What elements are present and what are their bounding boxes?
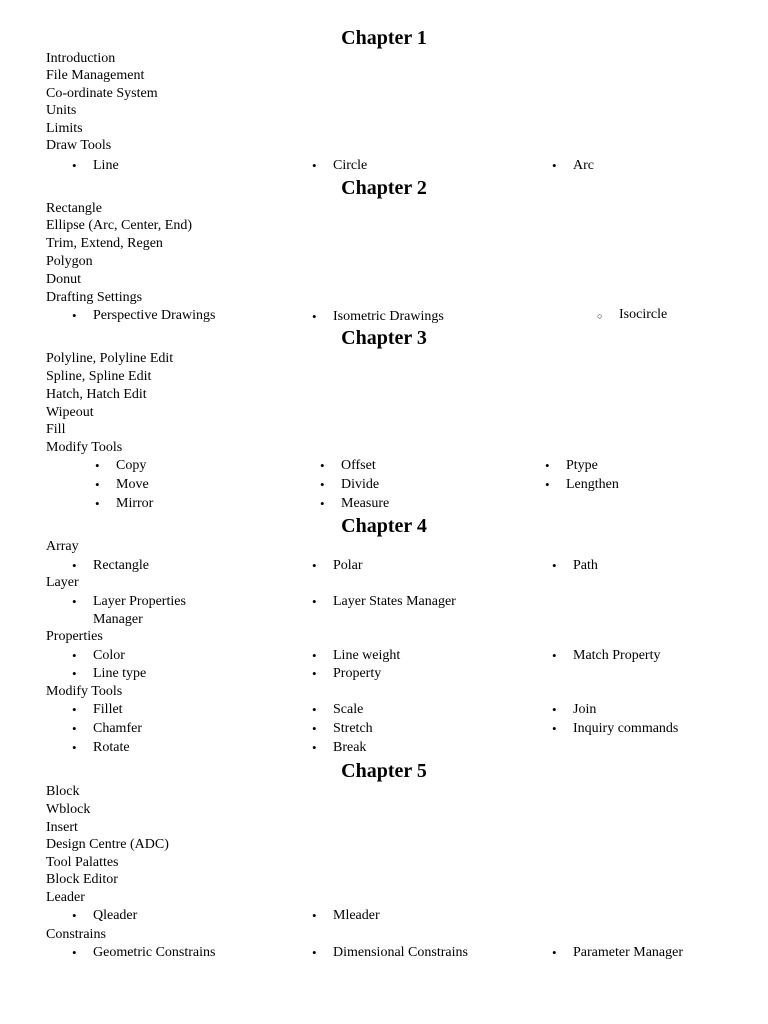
bullet-geometric-constrains: • Geometric Constrains (93, 944, 215, 962)
topic-trim-extend-regen: Trim, Extend, Regen (46, 236, 163, 251)
bullet-layer-properties: • Layer Properties (93, 593, 186, 611)
bullet-offset: • Offset (341, 457, 376, 475)
bullet-break: • Break (333, 739, 366, 757)
topic-design-centre: Design Centre (ADC) (46, 837, 169, 852)
bullet-fillet: • Fillet (93, 701, 123, 719)
bullet-join: • Join (573, 701, 596, 719)
topic-limits: Limits (46, 121, 83, 136)
topic-ellipse: Ellipse (Arc, Center, End) (46, 218, 193, 233)
sub-bullet-isocircle: ○ Isocircle (619, 306, 667, 324)
topic-polyline: Polyline, Polyline Edit (46, 351, 174, 366)
bullet-array-path: • Path (573, 557, 598, 575)
bullet-copy: • Copy (116, 457, 146, 475)
topic-rectangle: Rectangle (46, 201, 102, 216)
topic-block-editor: Block Editor (46, 872, 118, 887)
topic-drafting-settings: Drafting Settings (46, 290, 143, 305)
topic-leader: Leader (46, 890, 85, 905)
bullet-array-rectangle: • Rectangle (93, 557, 149, 575)
topic-coordinate-system: Co-ordinate System (46, 86, 158, 101)
topic-wblock: Wblock (46, 802, 91, 817)
bullet-layer-properties-cont: Manager (93, 612, 143, 627)
bullet-parameter-manager: • Parameter Manager (573, 944, 683, 962)
topic-units: Units (46, 103, 77, 118)
bullet-array-polar: • Polar (333, 557, 363, 575)
bullet-perspective-drawings: • Perspective Drawings (93, 307, 215, 325)
topic-block: Block (46, 784, 80, 799)
chapter-5-heading: Chapter 5 (341, 760, 427, 782)
bullet-measure: • Measure (341, 495, 389, 513)
chapter-1-heading: Chapter 1 (341, 27, 427, 49)
bullet-arc: • Arc (573, 157, 594, 175)
topic-modify-tools-2: Modify Tools (46, 684, 123, 699)
topic-polygon: Polygon (46, 254, 93, 269)
topic-array: Array (46, 539, 79, 554)
bullet-layer-states-manager: • Layer States Manager (333, 593, 456, 611)
bullet-line-weight: • Line weight (333, 647, 400, 665)
bullet-property: • Property (333, 665, 381, 683)
bullet-stretch: • Stretch (333, 720, 373, 738)
bullet-ptype: • Ptype (566, 457, 598, 475)
bullet-line-type: • Line type (93, 665, 146, 683)
bullet-scale: • Scale (333, 701, 363, 719)
bullet-divide: • Divide (341, 476, 379, 494)
bullet-match-property: • Match Property (573, 647, 660, 665)
topic-insert: Insert (46, 820, 78, 835)
topic-fill: Fill (46, 422, 66, 437)
bullet-dimensional-constrains: • Dimensional Constrains (333, 944, 468, 962)
bullet-qleader: • Qleader (93, 907, 137, 925)
bullet-chamfer: • Chamfer (93, 720, 142, 738)
topic-tool-palattes: Tool Palattes (46, 855, 119, 870)
bullet-circle: • Circle (333, 157, 367, 175)
bullet-line: • Line (93, 157, 119, 175)
bullet-move: • Move (116, 476, 149, 494)
topic-layer: Layer (46, 575, 79, 590)
bullet-inquiry-commands: • Inquiry commands (573, 720, 678, 738)
topic-draw-tools: Draw Tools (46, 138, 112, 153)
chapter-3-heading: Chapter 3 (341, 327, 427, 349)
topic-modify-tools: Modify Tools (46, 440, 123, 455)
chapter-2-heading: Chapter 2 (341, 177, 427, 199)
topic-spline: Spline, Spline Edit (46, 369, 152, 384)
topic-donut: Donut (46, 272, 81, 287)
topic-wipeout: Wipeout (46, 405, 94, 420)
topic-file-management: File Management (46, 68, 145, 83)
topic-introduction: Introduction (46, 51, 116, 66)
topic-constrains: Constrains (46, 927, 106, 942)
bullet-lengthen: • Lengthen (566, 476, 619, 494)
bullet-color: • Color (93, 647, 125, 665)
bullet-rotate: • Rotate (93, 739, 130, 757)
topic-properties: Properties (46, 629, 103, 644)
bullet-isometric-drawings: • Isometric Drawings (333, 308, 444, 326)
topic-hatch: Hatch, Hatch Edit (46, 387, 147, 402)
bullet-mleader: • Mleader (333, 907, 380, 925)
chapter-4-heading: Chapter 4 (341, 515, 427, 537)
bullet-mirror: • Mirror (116, 495, 153, 513)
